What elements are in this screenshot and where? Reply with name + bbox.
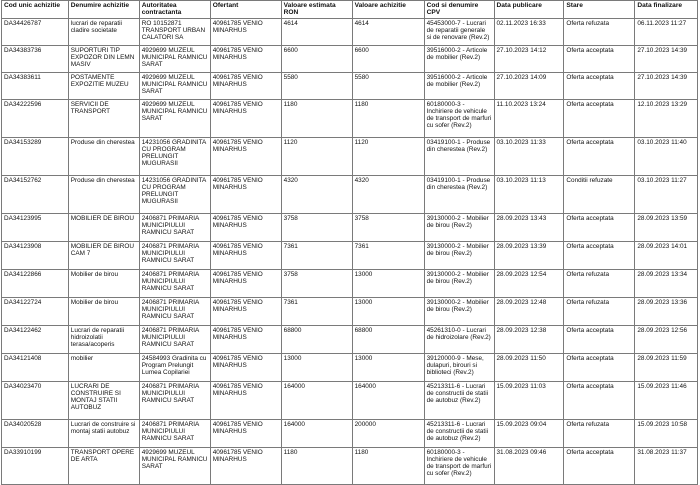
cell-valoare-estimata: 164000 <box>281 381 352 419</box>
cell-autoritate: 2406871 PRIMARIA MUNICIPIULUI RAMNICU SARAT <box>139 381 210 419</box>
cell-data-finalizare: 27.10.2023 14:39 <box>635 72 698 99</box>
cell-autoritate: 14231056 GRADINITA CU PROGRAM PRELUNGIT MUGURASII <box>139 175 210 213</box>
cell-cod-unic: DA34122724 <box>2 297 69 325</box>
cell-ofertant: 40961785 VENIO MINARHUS <box>210 297 281 325</box>
cell-data-publicare: 11.10.2023 13:24 <box>494 99 564 137</box>
cell-cpv: 45261310-0 - Lucrari de hidroizolare (Rev.2) <box>424 325 494 353</box>
cell-stare: Oferta acceptata <box>564 381 635 419</box>
cell-stare: Oferta refuzata <box>564 297 635 325</box>
cell-cod-unic: DA34122462 <box>2 325 69 353</box>
cell-autoritate: 24584993 Gradinita cu Program Prelungit Lumea Copilariei <box>139 353 210 381</box>
cell-cpv: 45213311-6 - Lucrari de constructii de statii de autobuz (Rev.2) <box>424 381 494 419</box>
cell-cod-unic: DA34152762 <box>2 175 69 213</box>
cell-ofertant: 40961785 VENIO MINARHUS <box>210 175 281 213</box>
cell-cpv: 39130000-2 - Mobilier de birou (Rev.2) <box>424 269 494 297</box>
cell-data-publicare: 27.10.2023 14:09 <box>494 72 564 99</box>
cell-data-finalizare: 28.09.2023 13:34 <box>635 269 698 297</box>
cell-denumire: SERVICII DE TRANSPORT <box>68 99 139 137</box>
cell-data-publicare: 28.09.2023 12:48 <box>494 297 564 325</box>
cell-autoritate: 4929699 MUZEUL MUNICIPAL RAMNICU SARAT <box>139 99 210 137</box>
cell-valoare-achizitie: 1180 <box>352 447 424 484</box>
cell-data-publicare: 15.09.2023 11:03 <box>494 381 564 419</box>
cell-data-publicare: 28.09.2023 12:38 <box>494 325 564 353</box>
column-header-denumire: Denumire achizitie <box>68 1 139 19</box>
cell-data-publicare: 28.09.2023 11:50 <box>494 353 564 381</box>
cell-valoare-achizitie: 200000 <box>352 419 424 447</box>
cell-denumire: mobilier <box>68 353 139 381</box>
cell-data-finalizare: 28.09.2023 12:56 <box>635 325 698 353</box>
cell-data-finalizare: 28.09.2023 13:59 <box>635 213 698 241</box>
cell-ofertant: 40961785 VENIO MINARHUS <box>210 137 281 175</box>
cell-data-publicare: 27.10.2023 14:12 <box>494 45 564 72</box>
cell-stare: Oferta acceptata <box>564 353 635 381</box>
cell-ofertant: 40961785 VENIO MINARHUS <box>210 241 281 269</box>
cell-data-publicare: 03.10.2023 11:33 <box>494 137 564 175</box>
cell-autoritate: 4929699 MUZEUL MUNICIPAL RAMNICU SARAT <box>139 72 210 99</box>
cell-cpv: 39130000-2 - Mobilier de birou (Rev.2) <box>424 241 494 269</box>
column-header-data-finalizare: Data finalizare <box>635 1 698 19</box>
cell-cpv: 45453000-7 - Lucrari de reparatii generale si de renovare (Rev.2) <box>424 18 494 45</box>
column-header-autoritate: Autoritatea contractanta <box>139 1 210 19</box>
cell-cod-unic: DA34121408 <box>2 353 69 381</box>
cell-stare: Oferta acceptata <box>564 213 635 241</box>
acquisitions-table <box>1 0 698 485</box>
cell-valoare-achizitie: 13000 <box>352 353 424 381</box>
cell-denumire: Produse din cherestea <box>68 175 139 213</box>
cell-cpv: 39516000-2 - Articole de mobilier (Rev.2) <box>424 72 494 99</box>
cell-stare: Oferta acceptata <box>564 137 635 175</box>
cell-cod-unic: DA34122866 <box>2 269 69 297</box>
cell-data-publicare: 31.08.2023 09:46 <box>494 447 564 484</box>
cell-autoritate: 4929699 MUZEUL MUNICIPAL RAMNICU SARAT <box>139 447 210 484</box>
cell-valoare-estimata: 5580 <box>281 72 352 99</box>
cell-valoare-estimata: 13000 <box>281 353 352 381</box>
cell-valoare-achizitie: 5580 <box>352 72 424 99</box>
cell-cpv: 03419100-1 - Produse din cherestea (Rev.2) <box>424 175 494 213</box>
cell-data-publicare: 03.10.2023 11:13 <box>494 175 564 213</box>
cell-ofertant: 40961785 VENIO MINARHUS <box>210 45 281 72</box>
cell-denumire: Mobilier de birou <box>68 269 139 297</box>
cell-autoritate: 2406871 PRIMARIA MUNICIPIULUI RAMNICU SARAT <box>139 297 210 325</box>
cell-stare: Oferta acceptata <box>564 45 635 72</box>
cell-valoare-achizitie: 1120 <box>352 137 424 175</box>
cell-data-publicare: 28.09.2023 12:54 <box>494 269 564 297</box>
cell-valoare-achizitie: 13000 <box>352 297 424 325</box>
cell-data-finalizare: 15.09.2023 11:46 <box>635 381 698 419</box>
table-row <box>2 45 698 72</box>
cell-valoare-achizitie: 1180 <box>352 99 424 137</box>
cell-valoare-estimata: 1180 <box>281 99 352 137</box>
cell-valoare-estimata: 164000 <box>281 419 352 447</box>
cell-cpv: 39130000-2 - Mobilier de birou (Rev.2) <box>424 213 494 241</box>
cell-valoare-achizitie: 68800 <box>352 325 424 353</box>
cell-ofertant: 40961785 VENIO MINARHUS <box>210 419 281 447</box>
cell-autoritate: RO 10152871 TRANSPORT URBAN CALATORI SA <box>139 18 210 45</box>
cell-denumire: MOBILIER DE BIROU <box>68 213 139 241</box>
cell-stare: Oferta acceptata <box>564 99 635 137</box>
cell-ofertant: 40961785 VENIO MINARHUS <box>210 213 281 241</box>
cell-denumire: Produse din cherestea <box>68 137 139 175</box>
cell-data-finalizare: 28.09.2023 13:36 <box>635 297 698 325</box>
cell-denumire: POSTAMENTE EXPOZITIE MUZEU <box>68 72 139 99</box>
cell-valoare-achizitie: 4614 <box>352 18 424 45</box>
cell-cpv: 39516000-2 - Articole de mobilier (Rev.2) <box>424 45 494 72</box>
column-header-valoare-estimata: Valoare estimata RON <box>281 1 352 19</box>
cell-autoritate: 2406871 PRIMARIA MUNICIPIULUI RAMNICU SARAT <box>139 269 210 297</box>
cell-ofertant: 40961785 VENIO MINARHUS <box>210 381 281 419</box>
table-row <box>2 241 698 269</box>
cell-stare: Oferta refuzata <box>564 269 635 297</box>
table-row <box>2 325 698 353</box>
cell-cod-unic: DA33910199 <box>2 447 69 484</box>
cell-cod-unic: DA34383611 <box>2 72 69 99</box>
cell-valoare-achizitie: 164000 <box>352 381 424 419</box>
cell-valoare-achizitie: 13000 <box>352 269 424 297</box>
cell-denumire: Lucrari de construire si montaj statii autobuz <box>68 419 139 447</box>
cell-data-finalizare: 31.08.2023 11:37 <box>635 447 698 484</box>
table-row <box>2 297 698 325</box>
cell-denumire: LUCRARI DE CONSTRUIRE SI MONTAJ STATII AUTOBUZ <box>68 381 139 419</box>
cell-autoritate: 4929699 MUZEUL MUNICIPAL RAMNICU SARAT <box>139 45 210 72</box>
cell-stare: Oferta refuzata <box>564 18 635 45</box>
column-header-cod-unic: Cod unic achizitie <box>2 1 69 19</box>
cell-ofertant: 40961785 VENIO MINARHUS <box>210 269 281 297</box>
cell-cpv: 45213311-6 - Lucrari de constructii de statii de autobuz (Rev.2) <box>424 419 494 447</box>
cell-valoare-estimata: 1120 <box>281 137 352 175</box>
cell-stare: Oferta acceptata <box>564 72 635 99</box>
cell-stare: Oferta acceptata <box>564 447 635 484</box>
cell-autoritate: 2406871 PRIMARIA MUNICIPIULUI RAMNICU SARAT <box>139 241 210 269</box>
cell-data-finalizare: 03.10.2023 11:40 <box>635 137 698 175</box>
cell-cpv: 39120000-9 - Mese, dulapuri, birouri si biblioteci (Rev.2) <box>424 353 494 381</box>
column-header-valoare-achizitie: Valoare achizitie <box>352 1 424 19</box>
cell-data-publicare: 28.09.2023 13:39 <box>494 241 564 269</box>
cell-valoare-estimata: 3758 <box>281 213 352 241</box>
cell-valoare-estimata: 7361 <box>281 297 352 325</box>
cell-autoritate: 2406871 PRIMARIA MUNICIPIULUI RAMNICU SARAT <box>139 325 210 353</box>
cell-valoare-estimata: 6600 <box>281 45 352 72</box>
cell-data-finalizare: 28.09.2023 11:59 <box>635 353 698 381</box>
cell-cod-unic: DA34123995 <box>2 213 69 241</box>
cell-valoare-estimata: 4320 <box>281 175 352 213</box>
cell-denumire: TRANSPORT OPERE DE ARTA <box>68 447 139 484</box>
table-row <box>2 99 698 137</box>
cell-data-finalizare: 28.09.2023 14:01 <box>635 241 698 269</box>
cell-denumire: MOBILIER DE BIROU CAM 7 <box>68 241 139 269</box>
cell-denumire: lucrari de reparatii cladire societate <box>68 18 139 45</box>
cell-stare: Oferta refuzata <box>564 419 635 447</box>
cell-ofertant: 40961785 VENIO MINARHUS <box>210 353 281 381</box>
cell-ofertant: 40961785 VENIO MINARHUS <box>210 18 281 45</box>
cell-denumire: SUPORTURI TIP EXPOZOR DIN LEMN MASIV <box>68 45 139 72</box>
cell-data-publicare: 02.11.2023 16:33 <box>494 18 564 45</box>
column-header-ofertant: Ofertant <box>210 1 281 19</box>
cell-data-finalizare: 03.10.2023 11:27 <box>635 175 698 213</box>
cell-cod-unic: DA34222596 <box>2 99 69 137</box>
cell-valoare-estimata: 1180 <box>281 447 352 484</box>
cell-valoare-estimata: 68800 <box>281 325 352 353</box>
cell-data-finalizare: 06.11.2023 11:27 <box>635 18 698 45</box>
cell-autoritate: 2406871 PRIMARIA MUNICIPIULUI RAMNICU SARAT <box>139 419 210 447</box>
cell-stare: Oferta acceptata <box>564 241 635 269</box>
cell-ofertant: 40961785 VENIO MINARHUS <box>210 72 281 99</box>
table-row <box>2 18 698 45</box>
cell-stare: Oferta acceptata <box>564 325 635 353</box>
cell-cod-unic: DA34123908 <box>2 241 69 269</box>
cell-ofertant: 40961785 VENIO MINARHUS <box>210 99 281 137</box>
table-row <box>2 269 698 297</box>
cell-valoare-achizitie: 7361 <box>352 241 424 269</box>
table-row <box>2 72 698 99</box>
cell-cod-unic: DA34383736 <box>2 45 69 72</box>
table-row <box>2 175 698 213</box>
cell-cpv: 60180000-3 - Inchiriere de vehicule de transport de marfuri cu sofer (Rev.2) <box>424 447 494 484</box>
table-row <box>2 419 698 447</box>
table-row <box>2 213 698 241</box>
cell-valoare-achizitie: 6600 <box>352 45 424 72</box>
cell-ofertant: 40961785 VENIO MINARHUS <box>210 447 281 484</box>
table-row <box>2 353 698 381</box>
cell-valoare-estimata: 7361 <box>281 241 352 269</box>
cell-cpv: 03419100-1 - Produse din cherestea (Rev.2) <box>424 137 494 175</box>
cell-denumire: Mobilier de birou <box>68 297 139 325</box>
cell-cod-unic: DA34020528 <box>2 419 69 447</box>
cell-valoare-estimata: 4614 <box>281 18 352 45</box>
cell-data-finalizare: 12.10.2023 13:29 <box>635 99 698 137</box>
cell-ofertant: 40961785 VENIO MINARHUS <box>210 325 281 353</box>
cell-stare: Conditii refuzate <box>564 175 635 213</box>
table-row <box>2 381 698 419</box>
cell-denumire: Lucrari de reparatii hidroizolatii terasa/acoperis <box>68 325 139 353</box>
cell-data-publicare: 28.09.2023 13:43 <box>494 213 564 241</box>
table-row <box>2 137 698 175</box>
cell-cod-unic: DA34153289 <box>2 137 69 175</box>
cell-cpv: 60180000-3 - Inchiriere de vehicule de transport de marfuri cu sofer (Rev.2) <box>424 99 494 137</box>
cell-valoare-estimata: 3758 <box>281 269 352 297</box>
cell-data-finalizare: 27.10.2023 14:39 <box>635 45 698 72</box>
header-row <box>2 1 698 19</box>
cell-cpv: 39130000-2 - Mobilier de birou (Rev.2) <box>424 297 494 325</box>
column-header-cpv: Cod si denumire CPV <box>424 1 494 19</box>
table-row <box>2 447 698 484</box>
cell-cod-unic: DA34426787 <box>2 18 69 45</box>
table-body <box>2 18 698 484</box>
cell-autoritate: 14231056 GRADINITA CU PROGRAM PRELUNGIT MUGURASII <box>139 137 210 175</box>
cell-valoare-achizitie: 4320 <box>352 175 424 213</box>
cell-data-publicare: 15.09.2023 09:04 <box>494 419 564 447</box>
cell-autoritate: 2406871 PRIMARIA MUNICIPIULUI RAMNICU SARAT <box>139 213 210 241</box>
column-header-data-publicare: Data publicare <box>494 1 564 19</box>
cell-cod-unic: DA34023470 <box>2 381 69 419</box>
column-header-stare: Stare <box>564 1 635 19</box>
cell-valoare-achizitie: 3758 <box>352 213 424 241</box>
cell-data-finalizare: 15.09.2023 10:58 <box>635 419 698 447</box>
